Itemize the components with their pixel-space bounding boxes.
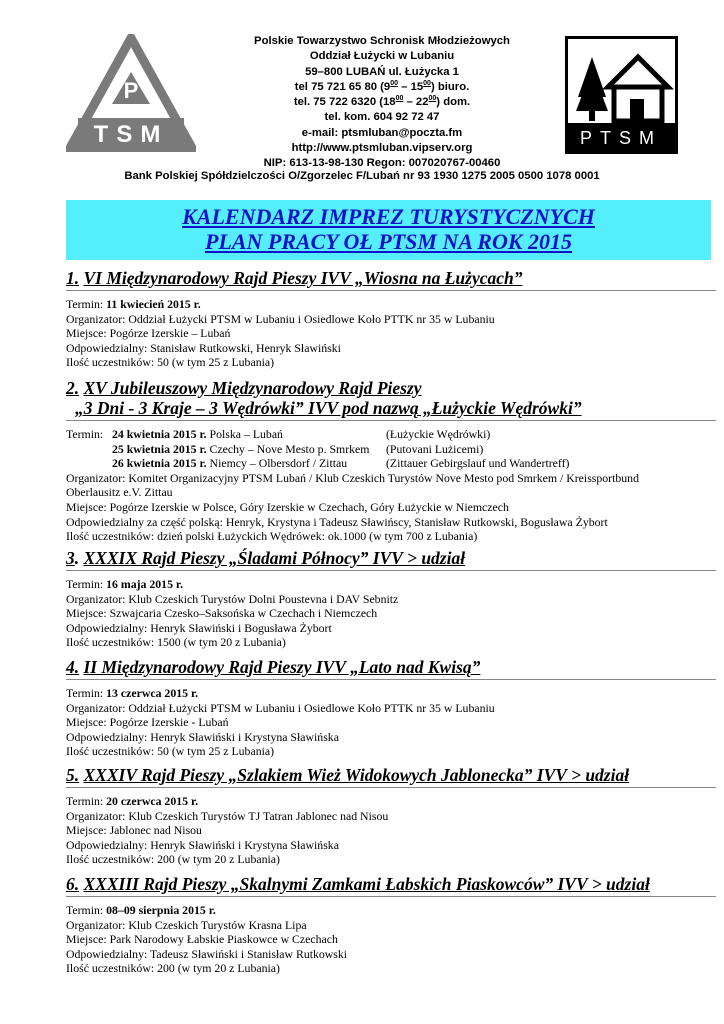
event-term: Termin: 11 kwiecień 2015 r. [66,297,201,311]
event-organizer: Organizator: Oddział Łużycki PTSM w Lubaniu i Osiedlowe Koło PTTK nr 35 w Lubaniu [66,311,495,326]
event-title: 2. XV Jubileuszowy Międzynarodowy Rajd Pieszy „3 Dni - 3 Kraje – 3 Wędrówki” IVV pod nazwą „Łużyckie Wędrówki” [66,378,716,420]
event-participants: Ilość uczestników: 200 (w tym 20 z Lubania) [66,961,280,976]
letterhead [0,0,724,190]
term-row-2: 25 kwietnia 2015 r. Czechy – Nove Mesto p. Smrkem [112,441,370,456]
event-details [66,897,716,976]
event-place: Miejsce: Szwajcaria Czesko–Saksońska w Czechach i Niemczech [66,606,378,621]
org-nip-regon: NIP: 613-13-98-130 Regon: 007020767-00460 [263,157,501,170]
event-heading [66,548,716,571]
event-responsible: Odpowiedzialny: Henryk Sławiński i Krystyna Sławińska [66,837,339,852]
ptsm-house-logo [565,36,678,154]
event-details [66,421,716,544]
event-term: Termin: 08–09 sierpnia 2015 r. [66,903,216,917]
event-responsible: Odpowiedzialny: Stanisław Rutkowski, Henryk Sławiński [66,340,341,355]
event-title: 4. II Międzynarodowy Rajd Pieszy IVV „Lato nad Kwisą” [66,657,481,677]
ptsm-triangle-logo [66,34,196,152]
event-subtitle: „3 Dni - 3 Kraje – 3 Wędrówki” IVV pod nazwą „Łużyckie Wędrówki” [75,398,582,418]
event-participants: Ilość uczestników: 200 (w tym 20 z Lubania) [66,852,280,867]
term-row-1-name: (Łużyckie Wędrówki) [386,427,491,441]
event-responsible: Odpowiedzialny za część polską: Henryk, Krystyna i Tadeusz Sławińscy, Stanisław Rutkowski, Bogusława Żybort [66,514,608,529]
org-address: 59–800 LUBAŃ ul. Łużycka 1 [305,65,459,78]
event-heading [66,657,716,680]
event-organizer: Organizator: Klub Czeskich Turystów Krasna Lipa [66,917,307,932]
event-details [66,291,716,370]
event-responsible: Odpowiedzialny: Henryk Sławiński i Bogusława Żybort [66,620,332,635]
event-organizer: Organizator: Klub Czeskich Turystów TJ Tatran Jablonec nad Nisou [66,808,389,823]
banner-subtitle: PLAN PRACY OŁ PTSM NA ROK 2015 [204,229,573,254]
event-term: Termin: 20 czerwca 2015 r. [66,794,199,808]
event-6 [66,874,716,976]
term-label: Termin: [66,427,104,441]
event-participants: Ilość uczestników: dzień polski Łużyckich Wędrówek: ok.1000 (w tym 700 z Lubania) [66,529,478,544]
event-heading [66,268,716,291]
event-responsible: Odpowiedzialny: Henryk Sławiński i Krystyna Sławińska [66,729,339,744]
event-heading [66,765,716,788]
org-phone-office: tel 75 721 65 80 $(9^{00} - 15^{00})$ biuro. [294,80,470,93]
event-heading [66,874,716,897]
event-organizer: Organizator: Komitet Organizacyjny PTSM Lubań / Klub Czeskich Turystów Nove Mesto pod Smrkem / Kreissportbund [66,470,639,485]
event-place: Miejsce: Pogórze Izerskie w Polsce, Góry Izerskie w Czechach, Góry Łużyckie w Niemczech [66,499,509,514]
event-details [66,571,716,650]
event-1 [66,268,716,370]
event-organizer: Organizator: Klub Czeskich Turystów Dolni Poustevna i DAV Sebnitz [66,591,399,606]
org-branch: Oddział Łużycki w Lubaniu [309,50,455,63]
event-2 [66,378,716,544]
logo-ptsm-text: PTSM [579,128,663,148]
event-place: Miejsce: Pogórze Izerskie - Lubań [66,715,229,730]
event-4 [66,657,716,759]
event-place: Miejsce: Pogórze Izerskie – Lubań [66,326,231,341]
org-mobile: tel. kom. 604 92 72 47 [324,111,440,124]
logo-tsm-text: TSM [93,121,169,148]
event-participants: Ilość uczestników: 50 (w tym 25 z Lubania) [66,744,275,759]
term-row-3: 26 kwietnia 2015 r. Niemcy – Olbersdorf / Zittau [112,456,348,471]
event-heading [66,378,716,421]
term-row-3-name: (Zittauer Gebirgslauf und Wandertreff) [386,456,570,471]
event-term: Termin: 13 czerwca 2015 r. [66,686,199,700]
event-term: Termin: 16 maja 2015 r. [66,577,184,591]
event-responsible: Odpowiedzialny: Tadeusz Sławiński i Stanisław Rutkowski [66,946,348,961]
banner-title: KALENDARZ IMPREZ TURYSTYCZNYCH [182,204,595,229]
bank-account: Bank Polskiej Spółdzielczości O/Zgorzelec F/Lubań nr 93 1930 1275 2005 0500 1078 0001 [124,170,600,182]
org-email[interactable]: e-mail: ptsmluban@poczta.fm [301,126,463,139]
event-organizer-cont: Oberlausitz e.V. Zittau [66,485,173,500]
term-row-1: 24 kwietnia 2015 r. Polska – Lubań [112,427,283,441]
event-participants: Ilość uczestników: 1500 (w tym 20 z Lubania) [66,635,286,650]
event-title: 1. VI Międzynarodowy Rajd Pieszy IVV „Wiosna na Łużycach” [66,268,523,288]
event-place: Miejsce: Jablonec nad Nisou [66,823,202,838]
term-row-2-name: (Putovani Lużicemi) [386,441,484,456]
event-details [66,788,716,867]
event-organizer: Organizator: Oddział Łużycki PTSM w Lubaniu i Osiedlowe Koło PTTK nr 35 w Lubaniu [66,700,495,715]
event-3 [66,548,716,650]
event-terms-table [66,427,716,471]
organization-info [200,34,564,172]
logo-letter-p: P [123,78,139,103]
org-website[interactable]: http://www.ptsmluban.vipserv.org [291,142,473,155]
event-place: Miejsce: Park Narodowy Łabskie Piaskowce w Czechach [66,932,338,947]
event-title: 3. XXXIX Rajd Pieszy „Śladami Północy” IVV > udział [66,548,466,568]
org-phone-home: tel. 75 722 6320 $(18^{00} - 22^{00})$ dom. [293,95,471,109]
event-5 [66,765,716,867]
event-title: 5. XXXIV Rajd Pieszy „Szlakiem Wież Widokowych Jablonecka” IVV > udział [66,765,630,785]
calendar-banner [66,200,711,260]
event-participants: Ilość uczestników: 50 (w tym 25 z Lubania) [66,355,275,370]
org-name: Polskie Towarzystwo Schronisk Młodzieżowych [254,35,510,47]
event-details [66,680,716,759]
event-title: 6. XXXIII Rajd Pieszy „Skalnymi Zamkami Łabskich Piaskowców” IVV > udział [66,874,650,894]
